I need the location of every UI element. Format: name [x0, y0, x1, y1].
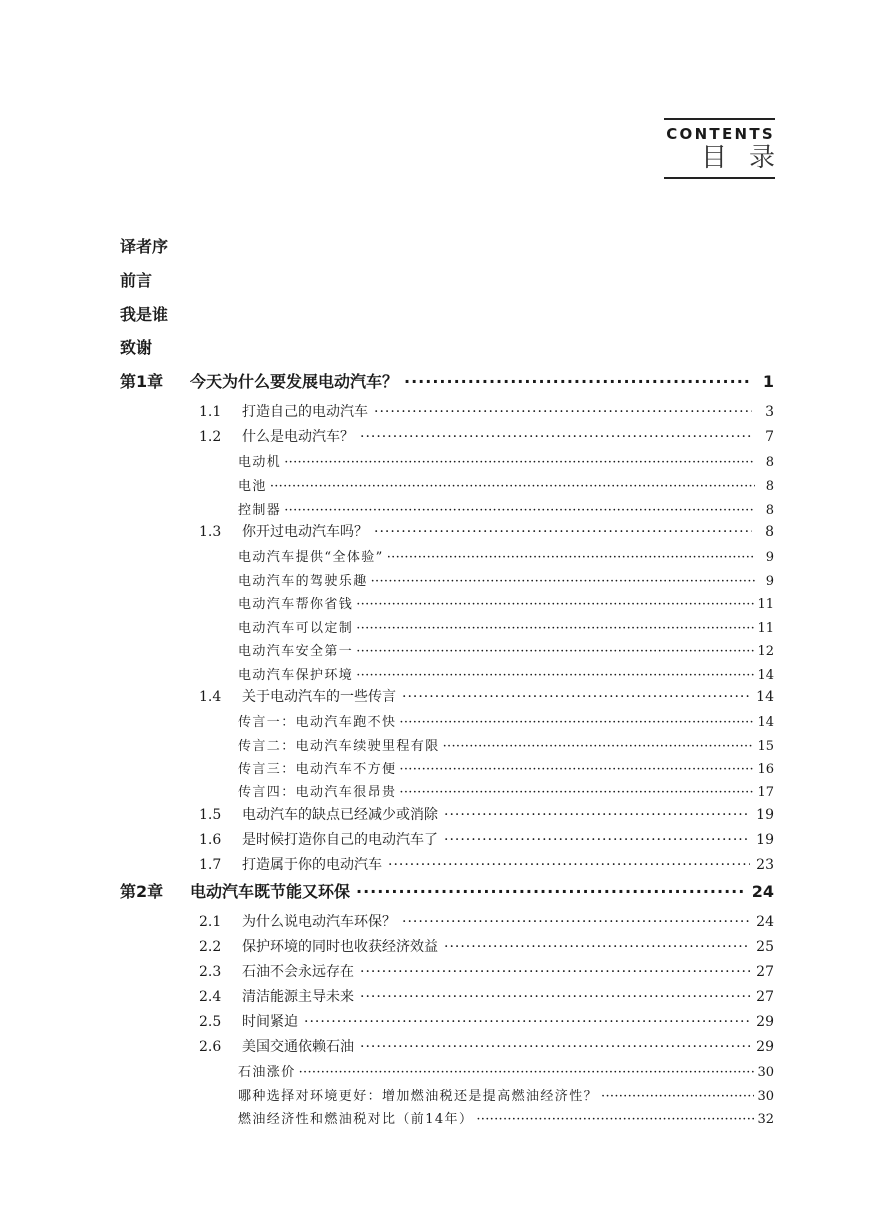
dot-leader [284, 455, 755, 470]
contents-title-en: CONTENTS [666, 125, 775, 143]
section-title: 保护环境的同时也收获经济效益 [242, 939, 438, 955]
page-number: 27 [756, 989, 774, 1005]
toc-subsection[interactable] [238, 640, 774, 659]
toc-entry-title: 译者序 [120, 237, 169, 256]
page-number: 24 [751, 882, 774, 901]
toc-section[interactable] [199, 686, 774, 706]
dot-leader [360, 989, 750, 1005]
page-number: 14 [757, 668, 774, 683]
dot-leader [444, 939, 750, 955]
toc-entry-title: 致谢 [120, 338, 153, 357]
dot-leader [356, 668, 754, 683]
subsection-title: 传言四：电动汽车很昂贵 [238, 785, 397, 800]
subsection-title: 电动机 [238, 455, 282, 470]
section-title: 打造属于你的电动汽车 [242, 857, 382, 873]
toc-subsection[interactable] [238, 1108, 774, 1127]
section-title: 时间紧迫 [242, 1014, 298, 1030]
section-number: 1.1 [199, 404, 222, 420]
subsection-title: 石油涨价 [238, 1065, 296, 1080]
toc-section[interactable] [199, 426, 774, 446]
dot-leader [356, 597, 754, 612]
dot-leader [356, 882, 746, 901]
dot-leader [299, 1065, 755, 1080]
subsection-title: 控制器 [238, 503, 282, 518]
subsection-title: 电动汽车保护环境 [238, 668, 354, 683]
toc-section[interactable] [199, 854, 774, 874]
toc-subsection[interactable] [238, 451, 774, 470]
section-number: 1.7 [199, 857, 222, 873]
page-number: 16 [757, 762, 774, 777]
toc-front-matter-item[interactable] [120, 335, 152, 358]
page-number: 1 [762, 372, 774, 391]
page-number: 24 [756, 914, 774, 930]
toc-subsection[interactable] [238, 475, 774, 494]
subsection-title: 传言三：电动汽车不方便 [238, 762, 397, 777]
dot-leader [388, 857, 750, 873]
toc-subsection[interactable] [238, 711, 774, 730]
subsection-title: 哪种选择对环境更好：增加燃油税还是提高燃油经济性？ [238, 1089, 599, 1104]
header-rule-bottom [664, 177, 775, 179]
toc-section[interactable] [199, 986, 774, 1006]
toc-subsection[interactable] [238, 1085, 774, 1104]
subsection-title: 电动汽车帮你省钱 [238, 597, 354, 612]
toc-subsection[interactable] [238, 499, 774, 518]
dot-leader [399, 785, 754, 800]
page-number: 19 [756, 807, 774, 823]
page-number: 27 [756, 964, 774, 980]
page-number: 11 [757, 621, 774, 636]
subsection-title: 电动汽车提供“全体验” [238, 550, 384, 565]
section-title: 清洁能源主导未来 [242, 989, 354, 1005]
dot-leader [476, 1112, 754, 1127]
dot-leader [402, 689, 750, 705]
section-number: 1.6 [199, 832, 222, 848]
toc-section[interactable] [199, 961, 774, 981]
subsection-title: 燃油经济性和燃油税对比（前14年） [238, 1112, 474, 1127]
dot-leader [374, 524, 752, 540]
page-number: 19 [756, 832, 774, 848]
page-number: 12 [757, 644, 774, 659]
page-number: 29 [756, 1039, 774, 1055]
toc-entry-title: 我是谁 [120, 305, 169, 324]
toc-section[interactable] [199, 829, 774, 849]
subsection-title: 电池 [238, 479, 267, 494]
page-number: 9 [765, 574, 774, 589]
section-number: 1.4 [199, 689, 222, 705]
toc-section[interactable] [199, 1036, 774, 1056]
dot-leader [601, 1089, 754, 1104]
toc-front-matter-item[interactable] [120, 268, 152, 291]
page-number: 8 [765, 524, 774, 540]
dot-leader [387, 550, 755, 565]
section-title: 石油不会永远存在 [242, 964, 354, 980]
page-number: 14 [757, 715, 774, 730]
toc-section[interactable] [199, 804, 774, 824]
section-title: 美国交通依赖石油 [242, 1039, 354, 1055]
toc-subsection[interactable] [238, 781, 774, 800]
section-title: 你开过电动汽车吗？ [242, 524, 368, 540]
section-number: 1.5 [199, 807, 222, 823]
toc-chapter-1[interactable] [120, 369, 774, 392]
dot-leader [402, 914, 750, 930]
toc-subsection[interactable] [238, 758, 774, 777]
toc-subsection[interactable] [238, 570, 774, 589]
page-number: 3 [765, 404, 774, 420]
page-number: 23 [756, 857, 774, 873]
dot-leader [399, 715, 754, 730]
section-title: 关于电动汽车的一些传言 [242, 689, 396, 705]
subsection-title: 电动汽车可以定制 [238, 621, 354, 636]
dot-leader [444, 832, 750, 848]
section-title: 什么是电动汽车？ [242, 429, 354, 445]
page-number: 30 [757, 1089, 774, 1104]
section-number: 2.2 [199, 939, 222, 955]
section-title: 为什么说电动汽车环保？ [242, 914, 396, 930]
subsection-title: 电动汽车安全第一 [238, 644, 354, 659]
dot-leader [360, 964, 750, 980]
page-number: 7 [765, 429, 774, 445]
section-number: 1.3 [199, 524, 222, 540]
chapter-title: 电动汽车既节能又环保 [190, 882, 351, 901]
dot-leader [284, 503, 755, 518]
toc-subsection[interactable] [238, 664, 774, 683]
chapter-number: 第1章 [120, 372, 164, 391]
toc-section[interactable] [199, 936, 774, 956]
page-number: 9 [765, 550, 774, 565]
page-number: 29 [756, 1014, 774, 1030]
dot-leader [399, 762, 754, 777]
page-number: 15 [757, 739, 774, 754]
page-number: 17 [757, 785, 774, 800]
section-number: 2.4 [199, 989, 222, 1005]
toc-subsection[interactable] [238, 617, 774, 636]
toc-section[interactable] [199, 521, 774, 541]
dot-leader [444, 807, 750, 823]
dot-leader [356, 644, 754, 659]
toc-subsection[interactable] [238, 735, 774, 754]
page-number: 30 [757, 1065, 774, 1080]
page-number: 14 [756, 689, 774, 705]
section-number: 2.1 [199, 914, 222, 930]
dot-leader [371, 574, 755, 589]
dot-leader [443, 739, 755, 754]
subsection-title: 电动汽车的驾驶乐趣 [238, 574, 368, 589]
subsection-title: 传言一：电动汽车跑不快 [238, 715, 397, 730]
toc-subsection[interactable] [238, 593, 774, 612]
toc-section[interactable] [199, 911, 774, 931]
chapter-number: 第2章 [120, 882, 164, 901]
page-number: 25 [756, 939, 774, 955]
header-rule-top [664, 118, 775, 120]
chapter-title: 今天为什么要发展电动汽车？ [190, 372, 399, 391]
page-number: 8 [765, 455, 774, 470]
dot-leader [270, 479, 755, 494]
section-title: 电动汽车的缺点已经减少或消除 [242, 807, 438, 823]
dot-leader [304, 1014, 750, 1030]
dot-leader [356, 621, 754, 636]
section-number: 2.5 [199, 1014, 222, 1030]
page-number: 32 [757, 1112, 774, 1127]
dot-leader [360, 429, 752, 445]
toc-section[interactable] [199, 401, 774, 421]
toc-subsection[interactable] [238, 546, 774, 565]
dot-leader [404, 372, 752, 391]
toc-section[interactable] [199, 1011, 774, 1031]
section-title: 打造自己的电动汽车 [242, 404, 368, 420]
section-title: 是时候打造你自己的电动汽车了 [242, 832, 438, 848]
contents-header [664, 118, 797, 179]
page-number: 8 [765, 479, 774, 494]
toc-front-matter-item[interactable] [120, 234, 168, 257]
section-number: 2.3 [199, 964, 222, 980]
toc-chapter-2[interactable] [120, 879, 774, 902]
dot-leader [360, 1039, 750, 1055]
toc-front-matter-item[interactable] [120, 302, 168, 325]
dot-leader [374, 404, 752, 420]
toc-subsection[interactable] [238, 1061, 774, 1080]
page-number: 8 [765, 503, 774, 518]
subsection-title: 传言二：电动汽车续驶里程有限 [238, 739, 440, 754]
section-number: 1.2 [199, 429, 222, 445]
contents-title-zh: 目录 [700, 143, 797, 173]
toc-entry-title: 前言 [120, 271, 153, 290]
section-number: 2.6 [199, 1039, 222, 1055]
page-number: 11 [757, 597, 774, 612]
